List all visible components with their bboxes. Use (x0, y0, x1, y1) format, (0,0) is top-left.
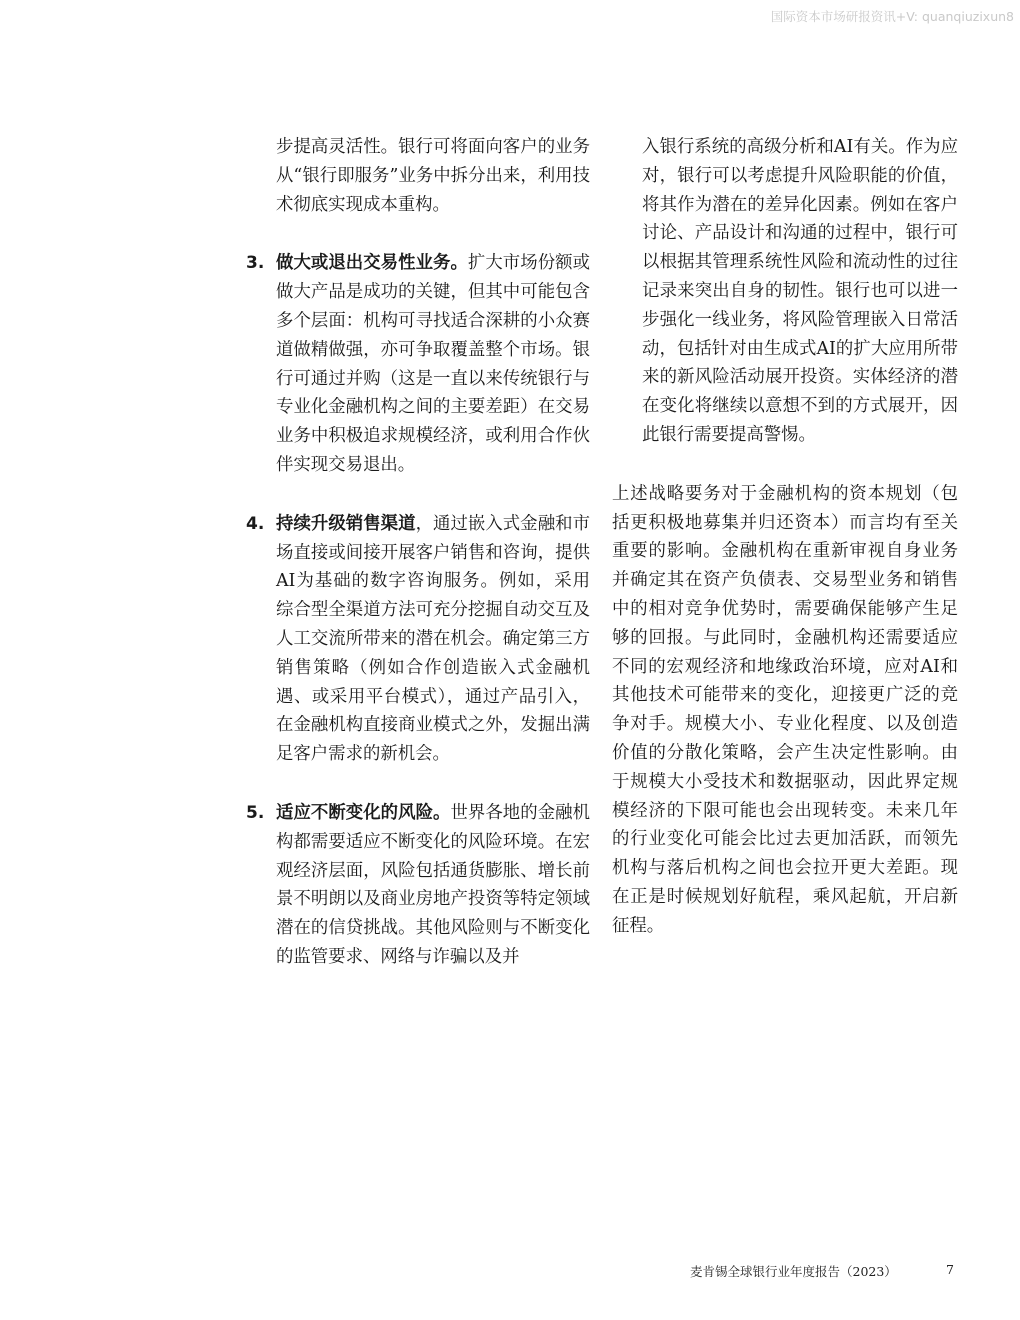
item-number: 4. (246, 513, 265, 534)
list-item-5 (246, 799, 590, 972)
item-heading: 适应不断变化的风险。 (276, 802, 451, 823)
left-column (246, 133, 590, 972)
footer-title: 麦肯锡全球银行业年度报告（2023） (690, 1264, 897, 1279)
right-column (612, 133, 958, 941)
intro-paragraph: 步提高灵活性。银行可将面向客户的业务从“银行即服务”业务中拆分出来，利用技术彻底实现成本重构。 (276, 137, 590, 215)
watermark: 国际资本市场研报资讯+V: quanqiuzixun8 (770, 9, 1014, 24)
continuation-paragraph: 入银行系统的高级分析和AI有关。作为应对，银行可以考虑提升风险职能的价值，将其作为潜在的差异化因素。例如在客户讨论、产品设计和沟通的过程中，银行可以根据其管理系统性风险和流动性的过往记录来突出自身的韧性。银行也可以进一步强化一线业务，将风险管理嵌入日常活动，包括针对由生成式AI的扩大应用所带来的新风险活动展开投资。实体经济的潜在变化将继续以意想不到的方式展开，因此银行需要提高警惕。 (642, 137, 958, 445)
page-footer (690, 1262, 960, 1280)
item-body: 世界各地的金融机构都需要适应不断变化的风险环境。在宏观经济层面，风险包括通货膨胀、增长前景不明朗以及商业房地产投资等特定领域潜在的信贷挑战。其他风险则与不断变化的监管要求、网络与诈骗以及并 (276, 802, 590, 967)
conclusion-paragraph: 上述战略要务对于金融机构的资本规划（包括更积极地募集并归还资本）而言均有至关重要的影响。金融机构在重新审视自身业务并确定其在资产负债表、交易型业务和销售中的相对竞争优势时，需要确保能够产生足够的回报。与此同时，金融机构还需要适应不同的宏观经济和地缘政治环境，应对AI和其他技术可能带来的变化，迎接更广泛的竞争对手。规模大小、专业化程度、以及创造价值的分散化策略，会产生决定性影响。由于规模大小受技术和数据驱动，因此界定规模经济的下限可能也会出现转变。未来几年的行业变化可能会比过去更加活跃，而领先机构与落后机构之间也会拉开更大差距。现在正是时候规划好航程，乘风起航，开启新征程。 (612, 483, 958, 936)
item-heading: 持续升级销售渠道 (276, 513, 416, 534)
item-number: 3. (246, 253, 265, 274)
item-number: 5. (246, 802, 265, 823)
item-heading: 做大或退出交易性业务。 (276, 253, 468, 274)
list-item-4 (246, 510, 590, 769)
item-body: ，通过嵌入式金融和市场直接或间接开展客户销售和咨询，提供AI为基础的数字咨询服务。例如，采用综合型全渠道方法可充分挖掘自动交互及人工交流所带来的潜在机会。确定第三方销售策略（例如合作创造嵌入式金融机遇、或采用平台模式），通过产品引入，在金融机构直接商业模式之外，发掘出满足客户需求的新机会。 (276, 513, 590, 765)
list-item-3 (246, 249, 590, 479)
page-number: 7 (946, 1262, 954, 1277)
item-body: 扩大市场份额或做大产品是成功的关键，但其中可能包含多个层面：机构可寻找适合深耕的小众赛道做精做强，亦可争取覆盖整个市场。银行可通过并购（这是一直以来传统银行与专业化金融机构之间的主要差距）在交易业务中积极追求规模经济，或利用合作伙伴实现交易退出。 (276, 253, 590, 475)
